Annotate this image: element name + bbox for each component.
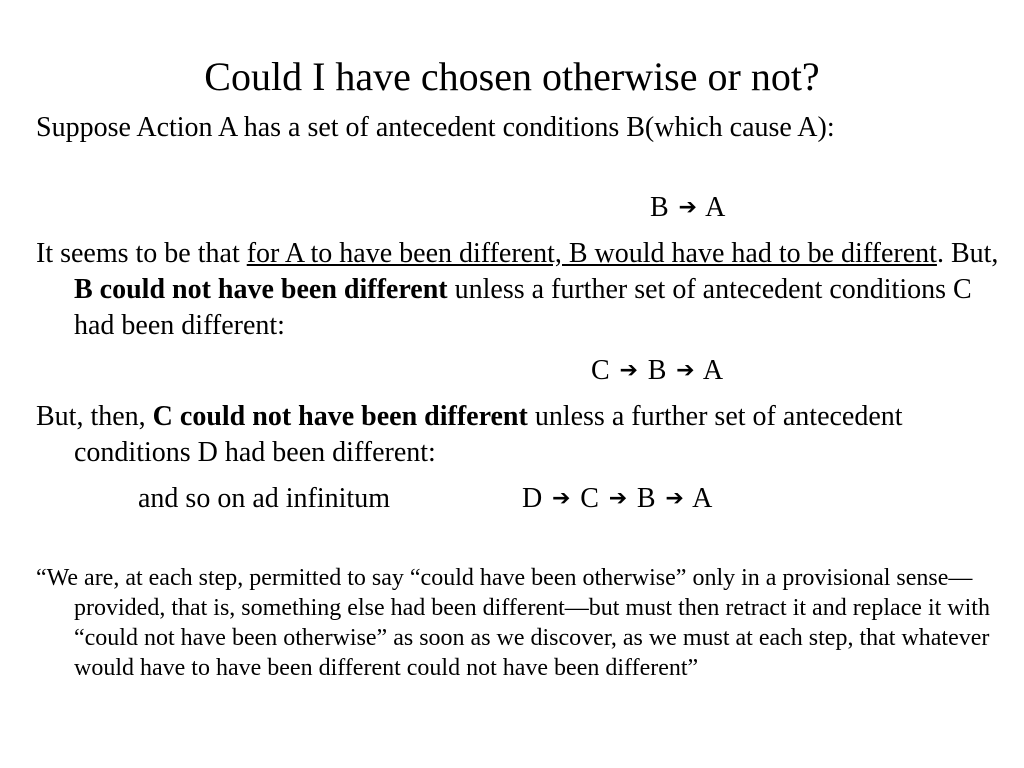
chain-node-c: C <box>591 355 610 386</box>
right-arrow-icon: ➔ <box>619 358 638 383</box>
paragraph-suppose <box>36 110 1019 146</box>
it-seems-text-3: unless a further set of antecedent conditions C had been different: <box>74 274 972 341</box>
quote-paragraph <box>36 563 1022 683</box>
chain-node-b: B <box>647 355 667 386</box>
chain-c-b-a <box>591 353 723 391</box>
right-arrow-icon: ➔ <box>608 486 628 511</box>
chain-node-d: D <box>522 483 543 514</box>
chain-node-b: B <box>650 192 669 223</box>
slide-title: Could I have chosen otherwise or not? <box>204 54 820 99</box>
chain-b-a <box>650 190 725 228</box>
right-arrow-icon: ➔ <box>676 358 695 383</box>
chain-node-a: A <box>702 355 724 386</box>
paragraph-but-then <box>36 399 1019 471</box>
it-seems-underlined: for A to have been different, B would have had to be different <box>246 238 937 269</box>
chain-d-c-b-a <box>522 481 712 519</box>
ad-infinitum-label: and so on ad infinitum <box>138 483 390 514</box>
quote-text: “We are, at each step, permitted to say “could have been otherwise” only in a provisional sense—provided, that is, something else had been different—but must then retract it and replace it with “could not have been otherwise” as soon as we discover, as we must at each step, that whatever would have to have been different could not have been different” <box>36 565 990 681</box>
paragraph-it-seems <box>36 236 1019 344</box>
chain-node-b: B <box>636 483 656 514</box>
but-then-text-2: unless a further set of antecedent conditions D had been different: <box>74 401 903 468</box>
paragraph-suppose-text: Suppose Action A has a set of antecedent conditions B(which cause A): <box>36 112 835 143</box>
it-seems-bold: B could not have been different <box>74 274 448 305</box>
right-arrow-icon: ➔ <box>678 195 697 220</box>
right-arrow-icon: ➔ <box>552 486 571 511</box>
chain-node-a: A <box>705 192 726 223</box>
it-seems-text-1: It seems to be that <box>36 238 247 269</box>
chain-node-a: A <box>692 483 713 514</box>
but-then-text-1: But, then, <box>36 401 153 432</box>
right-arrow-icon: ➔ <box>665 486 684 511</box>
but-then-bold: C could not have been different <box>152 401 528 432</box>
it-seems-text-2: . But, <box>936 238 999 269</box>
chain-node-c: C <box>580 483 599 514</box>
